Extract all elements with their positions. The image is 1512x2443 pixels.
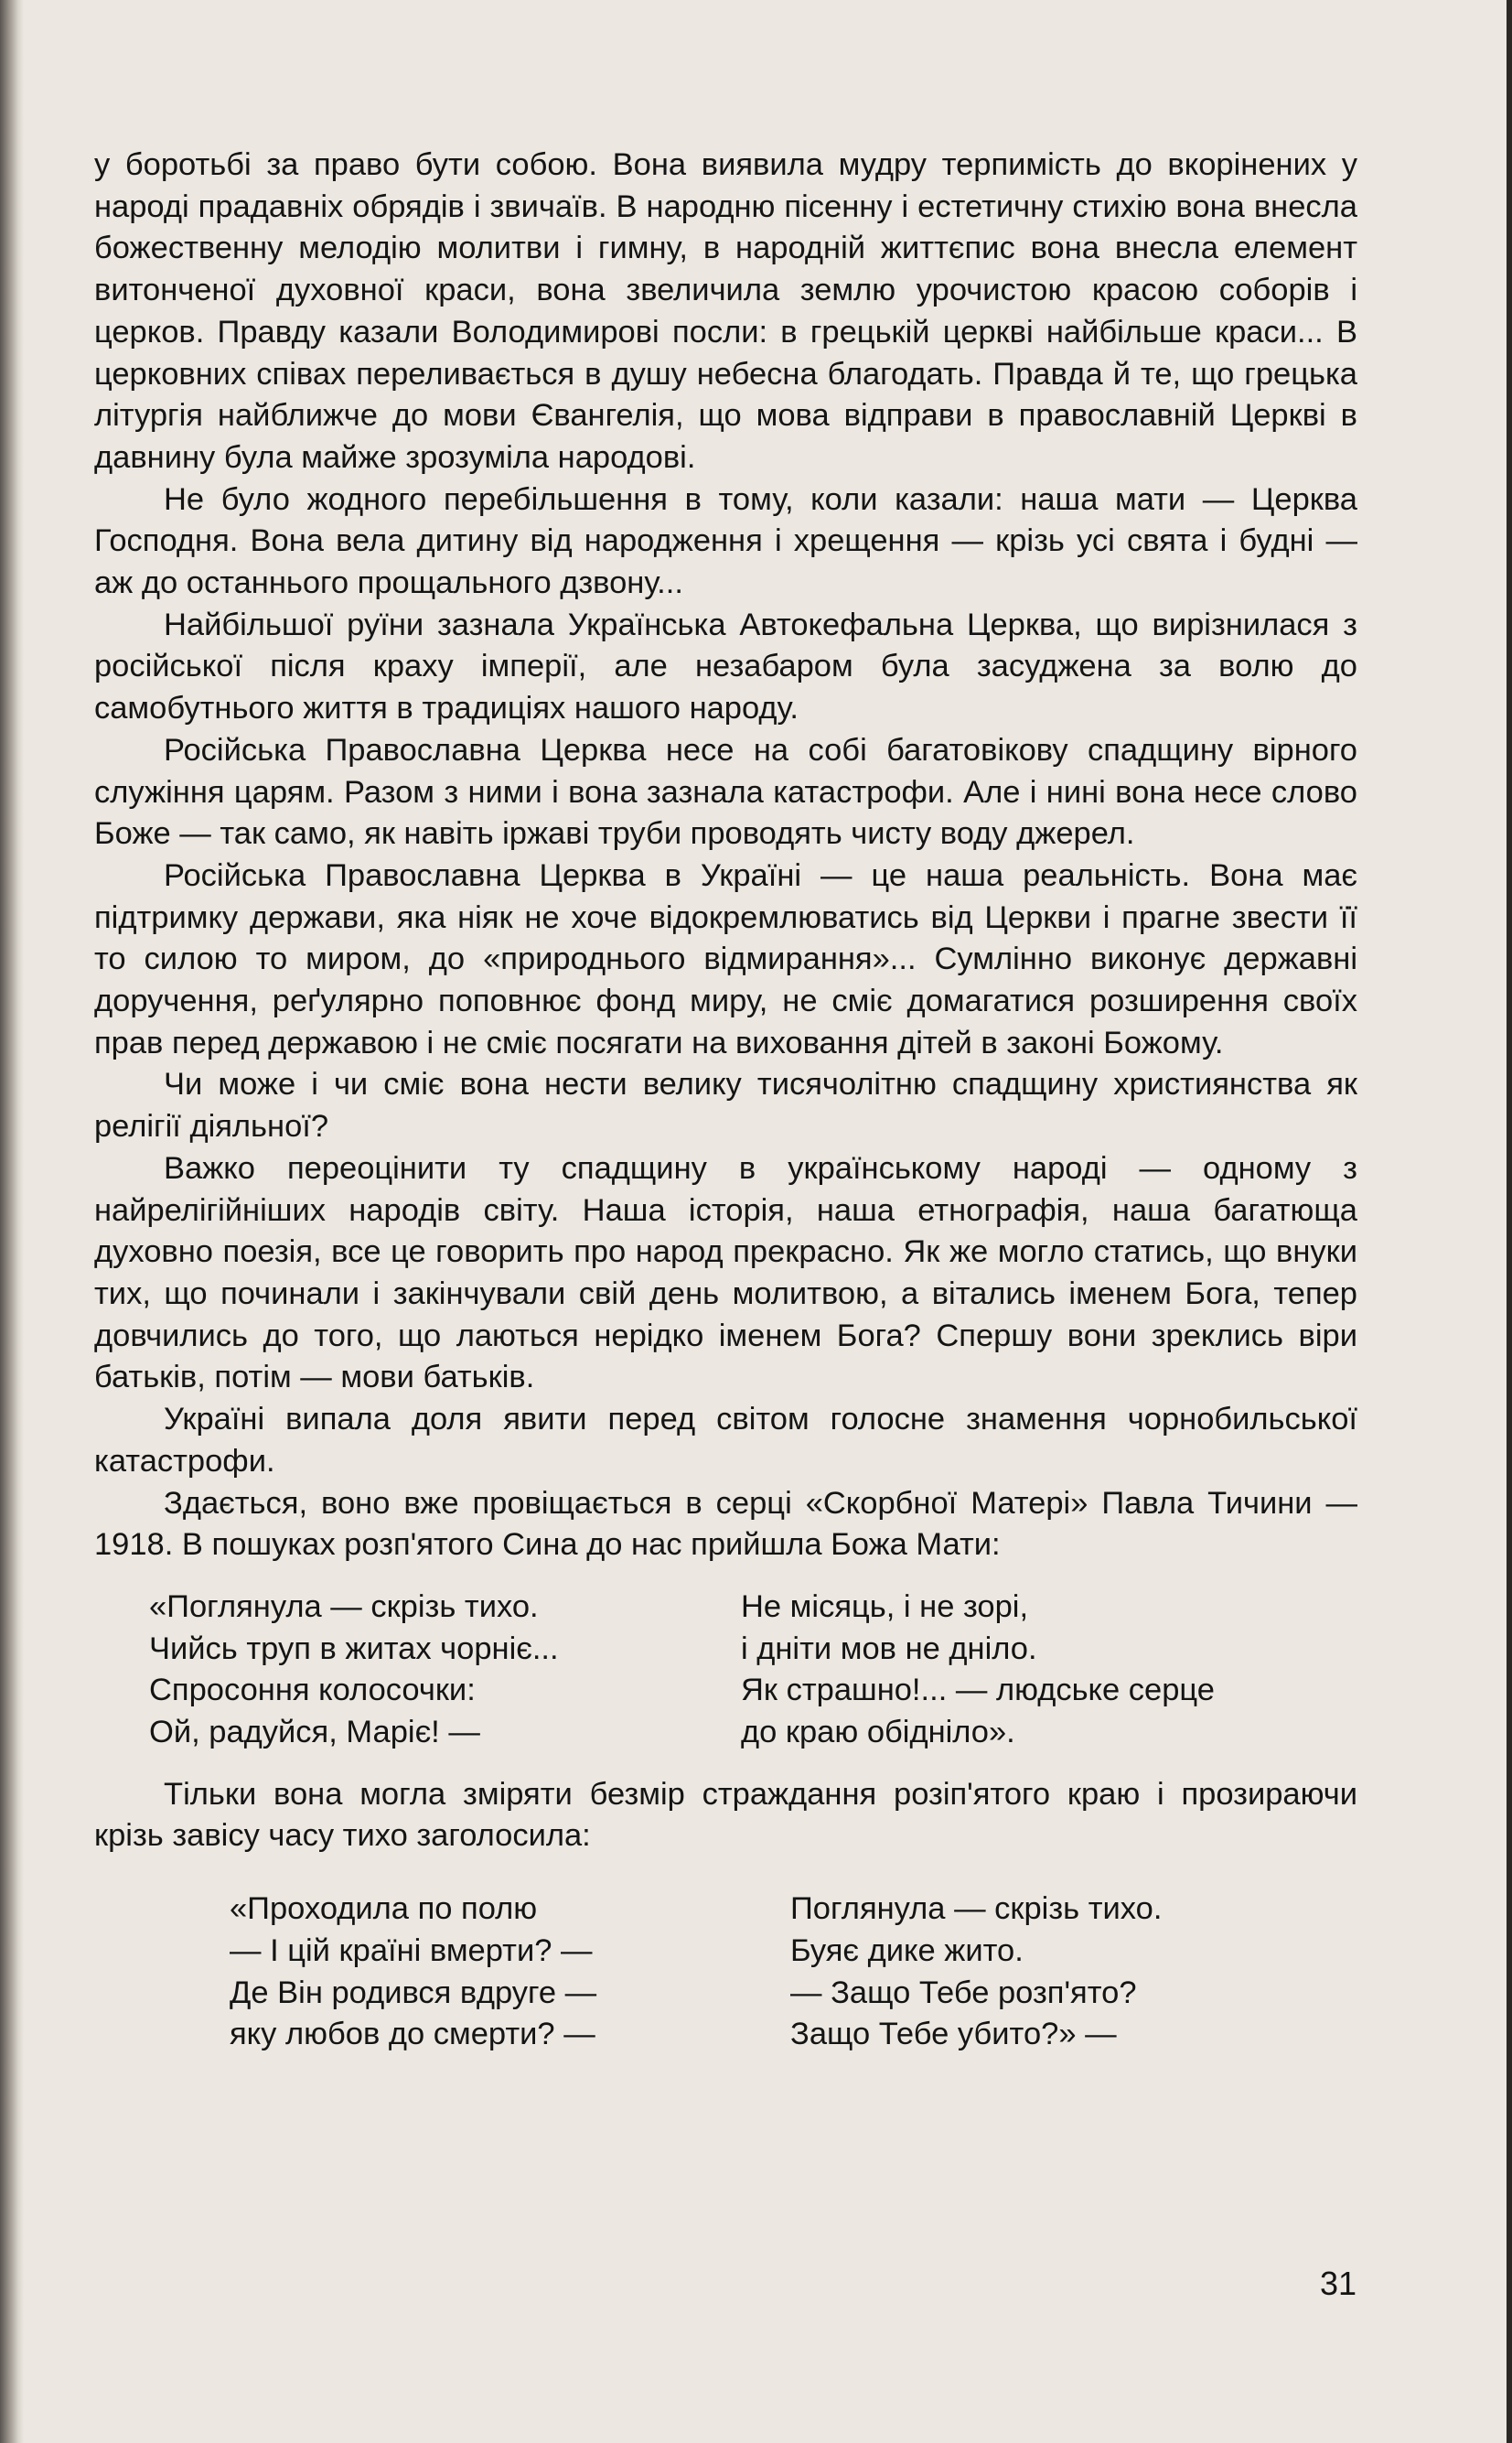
poem-2-right-column xyxy=(790,1889,1162,2056)
body-text xyxy=(94,145,1357,2056)
paragraph-4: Російська Православна Церква несе на собі багатовікову спадщину вірного служіння царям. Разом з ними і вона зазнала катастрофи. Але і нині вона несе слово Боже — так само, як навіть іржаві труби проводять чисту воду джерел. xyxy=(94,732,1357,852)
paragraph-6: Чи може і чи сміє вона нести велику тисячолітню спадщину християнства як релігії діяльної? xyxy=(94,1067,1357,1145)
poem-line: Буяє дике жито. xyxy=(790,1932,1024,1968)
poem-2-left-column xyxy=(230,1889,790,2056)
poem-line: «Поглянула — скрізь тихо. xyxy=(149,1588,539,1624)
poem-line: Чийсь труп в житах чорніє... xyxy=(149,1630,559,1666)
poem-line: — Защо Тебе розп'ято? xyxy=(790,1975,1137,2010)
poem-1-right-column xyxy=(741,1587,1215,1754)
paragraph-10: Тільки вона могла зміряти безмір страждання розіп'ятого краю і прозираючи крізь завісу часу тихо заголосила: xyxy=(94,1776,1357,1854)
paragraph-8: Україні випала доля явити перед світом голосне знамення чорнобильської катастрофи. xyxy=(94,1402,1357,1479)
poem-1-left-column xyxy=(149,1587,741,1754)
poem-line: Спросоння колосочки: xyxy=(149,1673,476,1708)
poem-quote-2 xyxy=(94,1889,1357,2056)
poem-quote-1 xyxy=(94,1587,1357,1754)
page-number: 31 xyxy=(1319,2265,1357,2302)
poem-line: Де Він родився вдруге — xyxy=(230,1975,597,2010)
poem-line: до краю обідніло». xyxy=(741,1715,1015,1750)
poem-line: яку любов до смерти? — xyxy=(230,2017,595,2052)
poem-line: Защо Тебе убито?» — xyxy=(790,2017,1117,2052)
poem-line: Як страшно!... — людське серце xyxy=(741,1673,1215,1708)
poem-line: Не місяць, і не зорі, xyxy=(741,1588,1029,1624)
poem-line: — І цій країні вмерти? — xyxy=(230,1932,593,1968)
paragraph-1: у боротьбі за право бути собою. Вона виявила мудру терпимість до вкорінених у народі прадавніх обрядів і звичаїв. В народню пісенну і естетичну стихію вона внесла божественну мелодію молитви і гимну, в народній життєпис вона внесла елемент витонченої духовної краси, вона звеличила землю урочистою красою соборів і церков. Правду казали Володимирові посли: в грецькій церкві найбільше краси... В церковних співах переливається в душу небесна благодать. Правда й те, що грецька літургія найближче до мови Євангелія, що мова відправи в православній Церкві в давнину була майже зрозуміла народові. xyxy=(94,147,1357,475)
poem-line: Поглянула — скрізь тихо. xyxy=(790,1891,1163,1927)
paragraph-7: Важко переоцінити ту спадщину в українському народі — одному з найрелігійніших народів світу. Наша історія, наша етнографія, наша багатюща духовно поезія, все це говорить про народ прекрасно. Як же могло статись, що внуки тих, що починали і закінчували свій день молитвою, а вітались іменем Бога, тепер довчились до того, що лаються нерідко іменем Бога? Спершу вони зреклись віри батьків, потім — мови батьків. xyxy=(94,1150,1357,1395)
poem-line: Ой, радуйся, Маріє! — xyxy=(149,1715,480,1750)
poem-line: і дніти мов не дніло. xyxy=(741,1630,1037,1666)
paragraph-3: Найбільшої руїни зазнала Українська Автокефальна Церква, що вирізнилася з російської після краху імперії, але незабаром була засуджена за волю до самобутнього життя в традиціях нашого народу. xyxy=(94,607,1357,726)
paragraph-9: Здається, воно вже провіщається в серці «Скорбної Матері» Павла Тичини — 1918. В пошуках розп'ятого Сина до нас прийшла Божа Мати: xyxy=(94,1485,1357,1563)
poem-line: «Проходила по полю xyxy=(230,1891,538,1927)
paragraph-5: Російська Православна Церква в Україні — це наша реальність. Вона має підтримку держави, яка ніяк не хоче відокремлюватись від Церкви і прагне звести її то силою то миром, до «природнього відмирання»... Сумлінно виконує державні доручення, реґулярно поповнює фонд миру, не сміє домагатися розширення своїх прав перед державою і не сміє посягати на виховання дітей в законі Божому. xyxy=(94,857,1357,1060)
paragraph-2: Не було жодного перебільшення в тому, коли казали: наша мати — Церква Господня. Вона вела дитину від народження і хрещення — крізь усі свята і будні — аж до останнього прощального дзвону... xyxy=(94,481,1357,601)
